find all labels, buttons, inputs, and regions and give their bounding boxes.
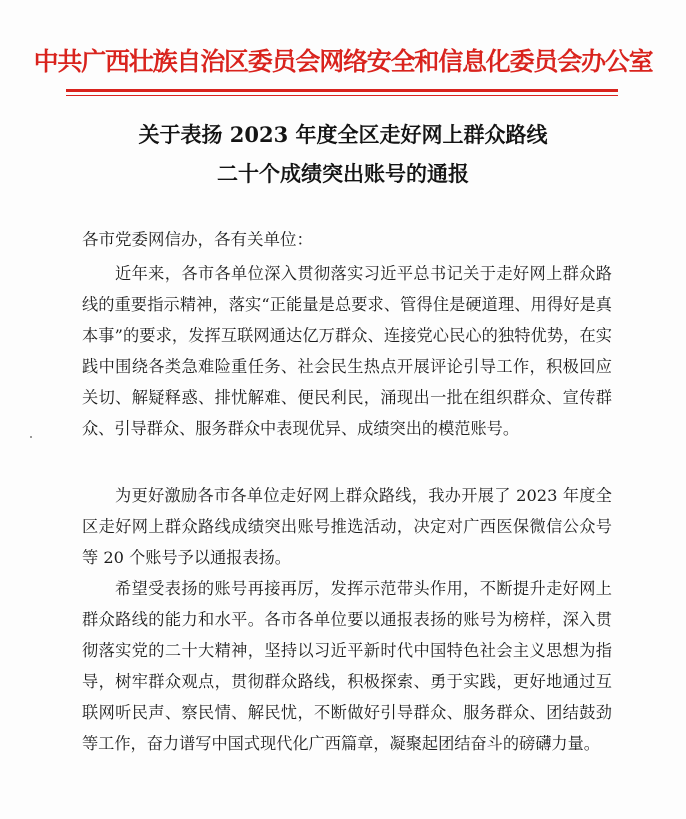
letterhead-rule-thin [66, 95, 618, 96]
letterhead-issuer: 中共广西壮族自治区委员会网络安全和信息化委员会办公室 [33, 47, 653, 76]
paragraph-2: 为更好激励各市各单位走好网上群众路线，我办开展了 2023 年度全区走好网上群众路线成绩突出账号推选活动，决定对广西医保微信公众号等 20 个账号予以通报表扬。 [82, 486, 612, 567]
letterhead-rule-thick [66, 89, 618, 92]
scan-speck [30, 436, 32, 438]
paragraph-3: 希望受表扬的账号再接再厉，发挥示范带头作用，不断提升走好网上群众路线的能力和水平。各市各单位要以通报表扬的账号为榜样，深入贯彻落实党的二十大精神，坚持以习近平新时代中国特色社会主义思想为指导，树牢群众观点，贯彻群众路线，积极探索、勇于实践，更好地通过互联网听民声、察民情、解民忧，不断做好引导群众、服务群众、团结鼓劲等工作，奋力谱写中国式现代化广西篇章，凝聚起团结奋斗的磅礴力量。 [82, 579, 612, 753]
salutation: 各市党委网信办，各有关单位： [82, 230, 313, 249]
document-title-line-1: 关于表扬 2023 年度全区走好网上群众路线 [138, 122, 548, 147]
document-title-line-2: 二十个成绩突出账号的通报 [217, 161, 469, 186]
paragraph-1: 近年来，各市各单位深入贯彻落实习近平总书记关于走好网上群众路线的重要指示精神，落实“正能量是总要求、管得住是硬道理、用得好是真本事”的要求，发挥互联网通达亿万群众、连接党心民心的独特优势，在实践中围绕各类急难险重任务、社会民生热点开展评论引导工作，积极回应关切、解疑释惑、排忧解难、便民利民，涌现出一批在组织群众、宣传群众、引导群众、服务群众中表现优异、成绩突出的模范账号。 [82, 264, 612, 438]
